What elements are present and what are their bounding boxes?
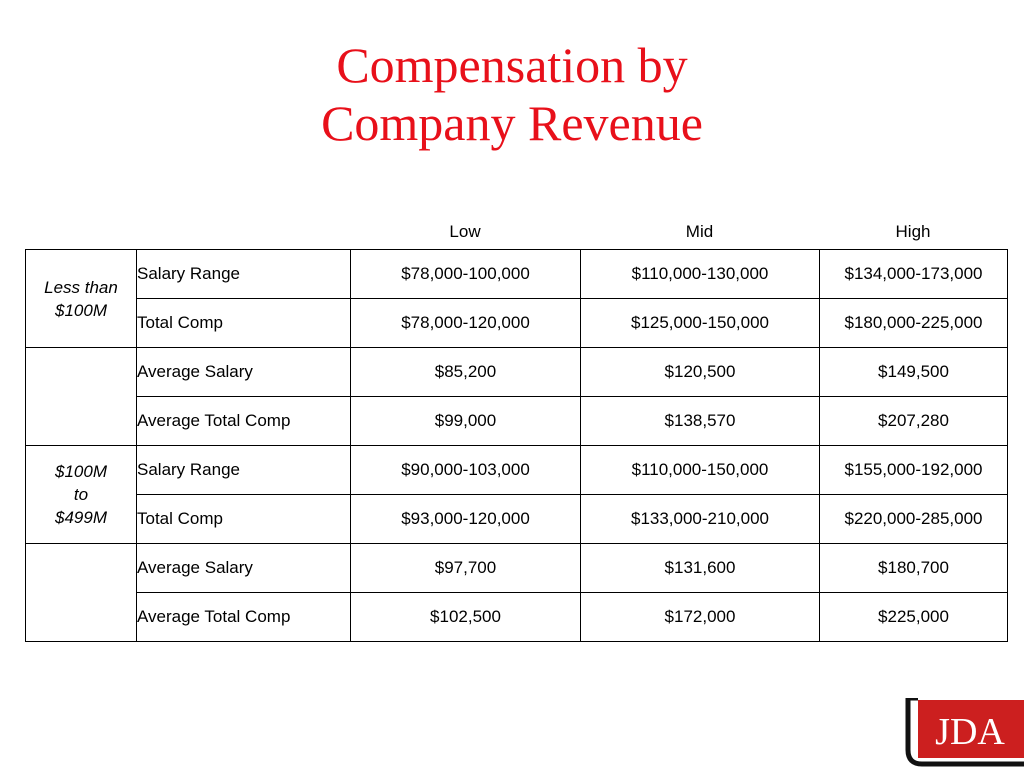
slide-title: [0, 36, 1024, 152]
table-row: [26, 348, 1008, 397]
row-label: Total Comp: [137, 495, 351, 544]
table-cell: $180,700: [820, 544, 1008, 593]
group-cell-empty: [26, 544, 137, 642]
row-label: Total Comp: [137, 299, 351, 348]
table-cell: $149,500: [820, 348, 1008, 397]
table-cell: $93,000-120,000: [351, 495, 581, 544]
column-header-high: High: [895, 222, 931, 241]
table-row: [26, 495, 1008, 544]
group-cell-less-than-100m: [26, 250, 137, 348]
table-cell: $85,200: [351, 348, 581, 397]
table-row: [26, 299, 1008, 348]
row-label: Average Salary: [137, 348, 351, 397]
table-cell: $78,000-120,000: [351, 299, 581, 348]
row-label: Salary Range: [137, 446, 351, 495]
compensation-table: [25, 249, 1008, 642]
table-cell: $99,000: [351, 397, 581, 446]
table-cell: $110,000-130,000: [581, 250, 820, 299]
jda-logo: [904, 698, 1024, 768]
table-cell: $155,000-192,000: [820, 446, 1008, 495]
group-label-line: to: [73, 485, 89, 504]
group-label-line: $499M: [55, 508, 107, 527]
slide-title-line-2: Company Revenue: [321, 95, 703, 151]
group-cell-100m-to-499m: [26, 446, 137, 544]
group-label-line: $100M: [55, 462, 107, 481]
table-cell: $97,700: [351, 544, 581, 593]
slide-title-line-1: Compensation by: [336, 37, 688, 93]
table-row: [26, 250, 1008, 299]
group-label-line: $100M: [55, 300, 107, 320]
logo-text: JDA: [935, 711, 1005, 753]
table-cell: $110,000-150,000: [581, 446, 820, 495]
table-cell: $138,570: [581, 397, 820, 446]
row-label: Average Salary: [137, 544, 351, 593]
table-cell: $125,000-150,000: [581, 299, 820, 348]
table-cell: $220,000-285,000: [820, 495, 1008, 544]
row-label: Average Total Comp: [137, 397, 351, 446]
column-header-low: Low: [449, 222, 481, 241]
table-cell: $78,000-100,000: [351, 250, 581, 299]
table-cell: $133,000-210,000: [581, 495, 820, 544]
table-cell: $102,500: [351, 593, 581, 642]
row-label: Salary Range: [137, 250, 351, 299]
table-row: [26, 544, 1008, 593]
table-row: [26, 446, 1008, 495]
group-label-line: Less than: [44, 277, 118, 297]
table-cell: $172,000: [581, 593, 820, 642]
table-cell: $134,000-173,000: [820, 250, 1008, 299]
group-cell-empty: [26, 348, 137, 446]
table-cell: $131,600: [581, 544, 820, 593]
table-row: [26, 397, 1008, 446]
table-row: [26, 593, 1008, 642]
column-headers: [0, 222, 1024, 246]
table-cell: $120,500: [581, 348, 820, 397]
table-cell: $90,000-103,000: [351, 446, 581, 495]
table-cell: $180,000-225,000: [820, 299, 1008, 348]
row-label: Average Total Comp: [137, 593, 351, 642]
table-cell: $207,280: [820, 397, 1008, 446]
column-header-mid: Mid: [685, 222, 714, 241]
table-cell: $225,000: [820, 593, 1008, 642]
